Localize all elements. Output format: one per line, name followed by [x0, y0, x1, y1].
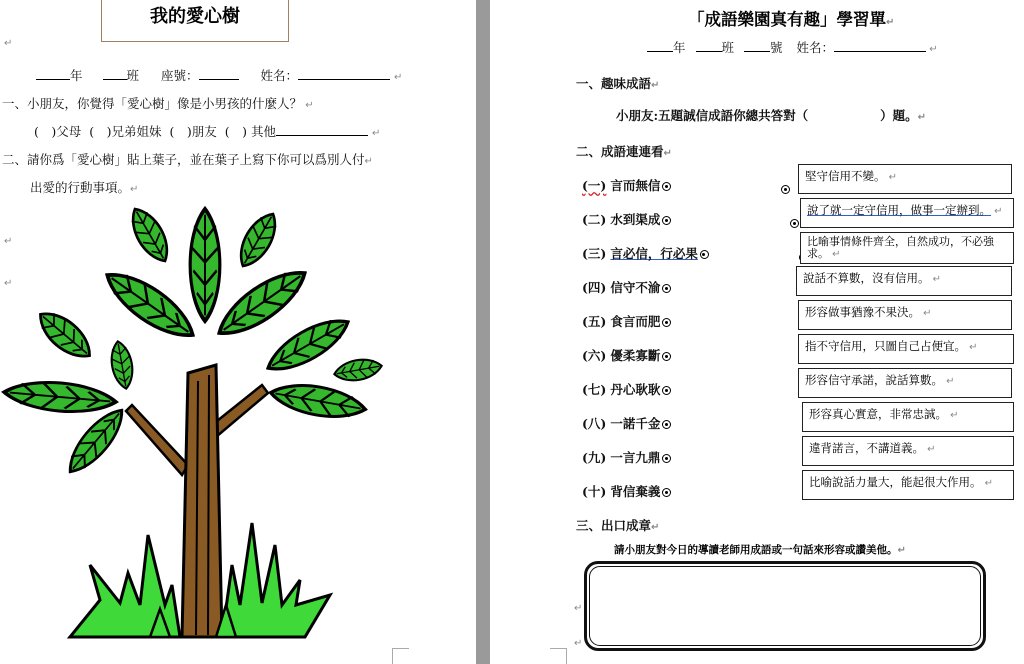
worksheet-title-idioms: 「成語樂園真有趣」學習單↵ — [688, 10, 895, 29]
tree-illustration — [0, 205, 400, 645]
idiom-number: (七) — [582, 382, 607, 397]
page-corner-mark — [392, 648, 409, 664]
idiom-item — [582, 244, 709, 262]
meaning-text: 違背諾言，不講道義。 — [809, 441, 924, 455]
section-3-title: 三、出口成章↵ — [576, 518, 660, 533]
idiom-item — [582, 380, 671, 398]
page-left — [0, 0, 476, 664]
meaning-text: 比喻說話力量大，能起很大作用。 — [809, 475, 982, 489]
meaning-text: 形容做事猶豫不果決。 — [805, 305, 920, 319]
idiom-number: (六) — [582, 348, 607, 363]
left-connector-dot[interactable] — [662, 488, 671, 497]
meaning-box: 違背諾言，不講道義。 ↵ — [802, 436, 1014, 466]
left-connector-dot[interactable] — [700, 250, 709, 259]
paragraph-mark: ↵ — [574, 638, 583, 649]
idiom-number: (二) — [582, 212, 607, 227]
left-connector-dot[interactable] — [662, 454, 671, 463]
meaning-text: 說了就一定守信用，做事一定辦到。 — [807, 203, 991, 217]
question-2-line1: 二、請你爲「愛心樹」貼上葉子，並在葉子上寫下你可以爲別人付↵ — [2, 152, 373, 167]
idiom-text: 一言九鼎 — [610, 450, 661, 465]
idiom-item — [582, 210, 671, 228]
meaning-text: 堅守信用不變。 — [805, 169, 886, 183]
meaning-text: 比喻事情條件齊全，自然成功，不必強求。 — [807, 235, 994, 260]
meaning-text: 形容真心實意，非常忠誠。 — [809, 407, 947, 421]
meaning-box: 指不守信用，只圖自己占便宜。 ↵ — [798, 334, 1014, 364]
paragraph-mark: ↵ — [574, 603, 583, 614]
idiom-text: 言必信，行必果 — [610, 246, 698, 261]
paragraph-mark: ↵ — [4, 278, 13, 289]
option-parents[interactable]: ( )父母 — [34, 124, 82, 139]
page-right — [490, 0, 1024, 664]
idiom-text: 水到渠成 — [610, 212, 661, 227]
question-1: 一、小朋友，你覺得「愛心樹」像是小男孩的什麼人？ ↵ — [2, 96, 314, 111]
question-2-line2: 出愛的行動事項。↵ — [30, 180, 139, 195]
left-connector-dot[interactable] — [662, 318, 671, 327]
left-connector-dot[interactable] — [662, 420, 671, 429]
section-1-text: 小朋友:五題誠信成語你總共答對（ ）題。↵ — [616, 108, 927, 123]
idiom-item — [582, 346, 671, 364]
left-connector-dot[interactable] — [662, 352, 671, 361]
right-connector-dot[interactable] — [781, 185, 790, 194]
idiom-number: (五) — [582, 314, 607, 329]
left-connector-dot[interactable] — [662, 216, 671, 225]
option-friend[interactable]: ( )朋友 — [169, 124, 217, 139]
meaning-box: 說了就一定守信用，做事一定辦到。 ↵ — [800, 198, 1014, 228]
paragraph-mark: ↵ — [4, 236, 13, 247]
section-2-title: 二、成語連連看↵ — [576, 144, 672, 159]
idiom-text: 一諾千金 — [610, 416, 661, 431]
meaning-text: 說話不算數，沒有信用。 — [803, 271, 930, 285]
meaning-text: 形容信守承諾，說話算數。 — [805, 373, 943, 387]
option-siblings[interactable]: ( )兄弟姐妹 — [89, 124, 162, 139]
idiom-item — [582, 278, 671, 296]
meaning-box: 堅守信用不變。 ↵ — [798, 164, 1012, 194]
meaning-box: 形容信守承諾，說話算數。 ↵ — [798, 368, 1012, 398]
idiom-text: 食言而肥 — [610, 314, 661, 329]
student-info-line: 年 班 座號： 姓名： ↵ — [36, 66, 402, 84]
idiom-text: 背信棄義 — [610, 484, 661, 499]
idiom-text: 丹心耿耿 — [610, 382, 661, 397]
meaning-box: 比喻說話力量大，能起很大作用。 ↵ — [802, 470, 1014, 500]
idiom-item — [582, 176, 671, 194]
paragraph-mark: ↵ — [4, 38, 13, 49]
meaning-box: 形容做事猶豫不果決。 ↵ — [798, 300, 1012, 330]
idiom-number: (三) — [582, 246, 607, 261]
left-connector-dot[interactable] — [662, 284, 671, 293]
worksheet-title: 我的愛心樹 — [101, 0, 289, 42]
page-corner-mark — [550, 648, 567, 664]
question-1-options: ( )父母 ( )兄弟姐妹 ( )朋友 ( ) 其他 ↵ — [34, 124, 381, 139]
meaning-box: 說話不算數，沒有信用。 ↵ — [796, 266, 1012, 296]
student-info-line-right: 年 班 號 姓名： ↵ — [647, 38, 938, 56]
meaning-box: 比喻事情條件齊全，自然成功，不必強求。 ↵ — [800, 232, 1014, 264]
idiom-text: 信守不渝 — [610, 280, 661, 295]
idiom-item — [582, 414, 671, 432]
idiom-item — [582, 482, 671, 500]
idiom-text: 言而無信 — [610, 178, 661, 193]
idiom-number: (四) — [582, 280, 607, 295]
left-connector-dot[interactable] — [662, 182, 671, 191]
idiom-number: (八) — [582, 416, 607, 431]
idiom-number: (一) — [582, 178, 607, 193]
section-1-title: 一、趣味成語↵ — [576, 76, 660, 91]
left-connector-dot[interactable] — [662, 386, 671, 395]
idiom-text: 優柔寡斷 — [610, 348, 661, 363]
idiom-item — [582, 312, 671, 330]
right-connector-dot[interactable] — [790, 219, 799, 228]
option-other[interactable]: ( ) 其他 — [224, 124, 276, 139]
meaning-box: 形容真心實意，非常忠誠。 ↵ — [802, 402, 1014, 432]
meaning-text: 指不守信用，只圖自己占便宜。 — [805, 339, 966, 353]
answer-box[interactable] — [584, 561, 986, 651]
section-3-text: 請小朋友對今日的導讀老師用成語或一句話來形容或讚美他。↵ — [614, 544, 906, 556]
idiom-number: (十) — [582, 484, 607, 499]
idiom-number: (九) — [582, 450, 607, 465]
idiom-item — [582, 448, 671, 466]
